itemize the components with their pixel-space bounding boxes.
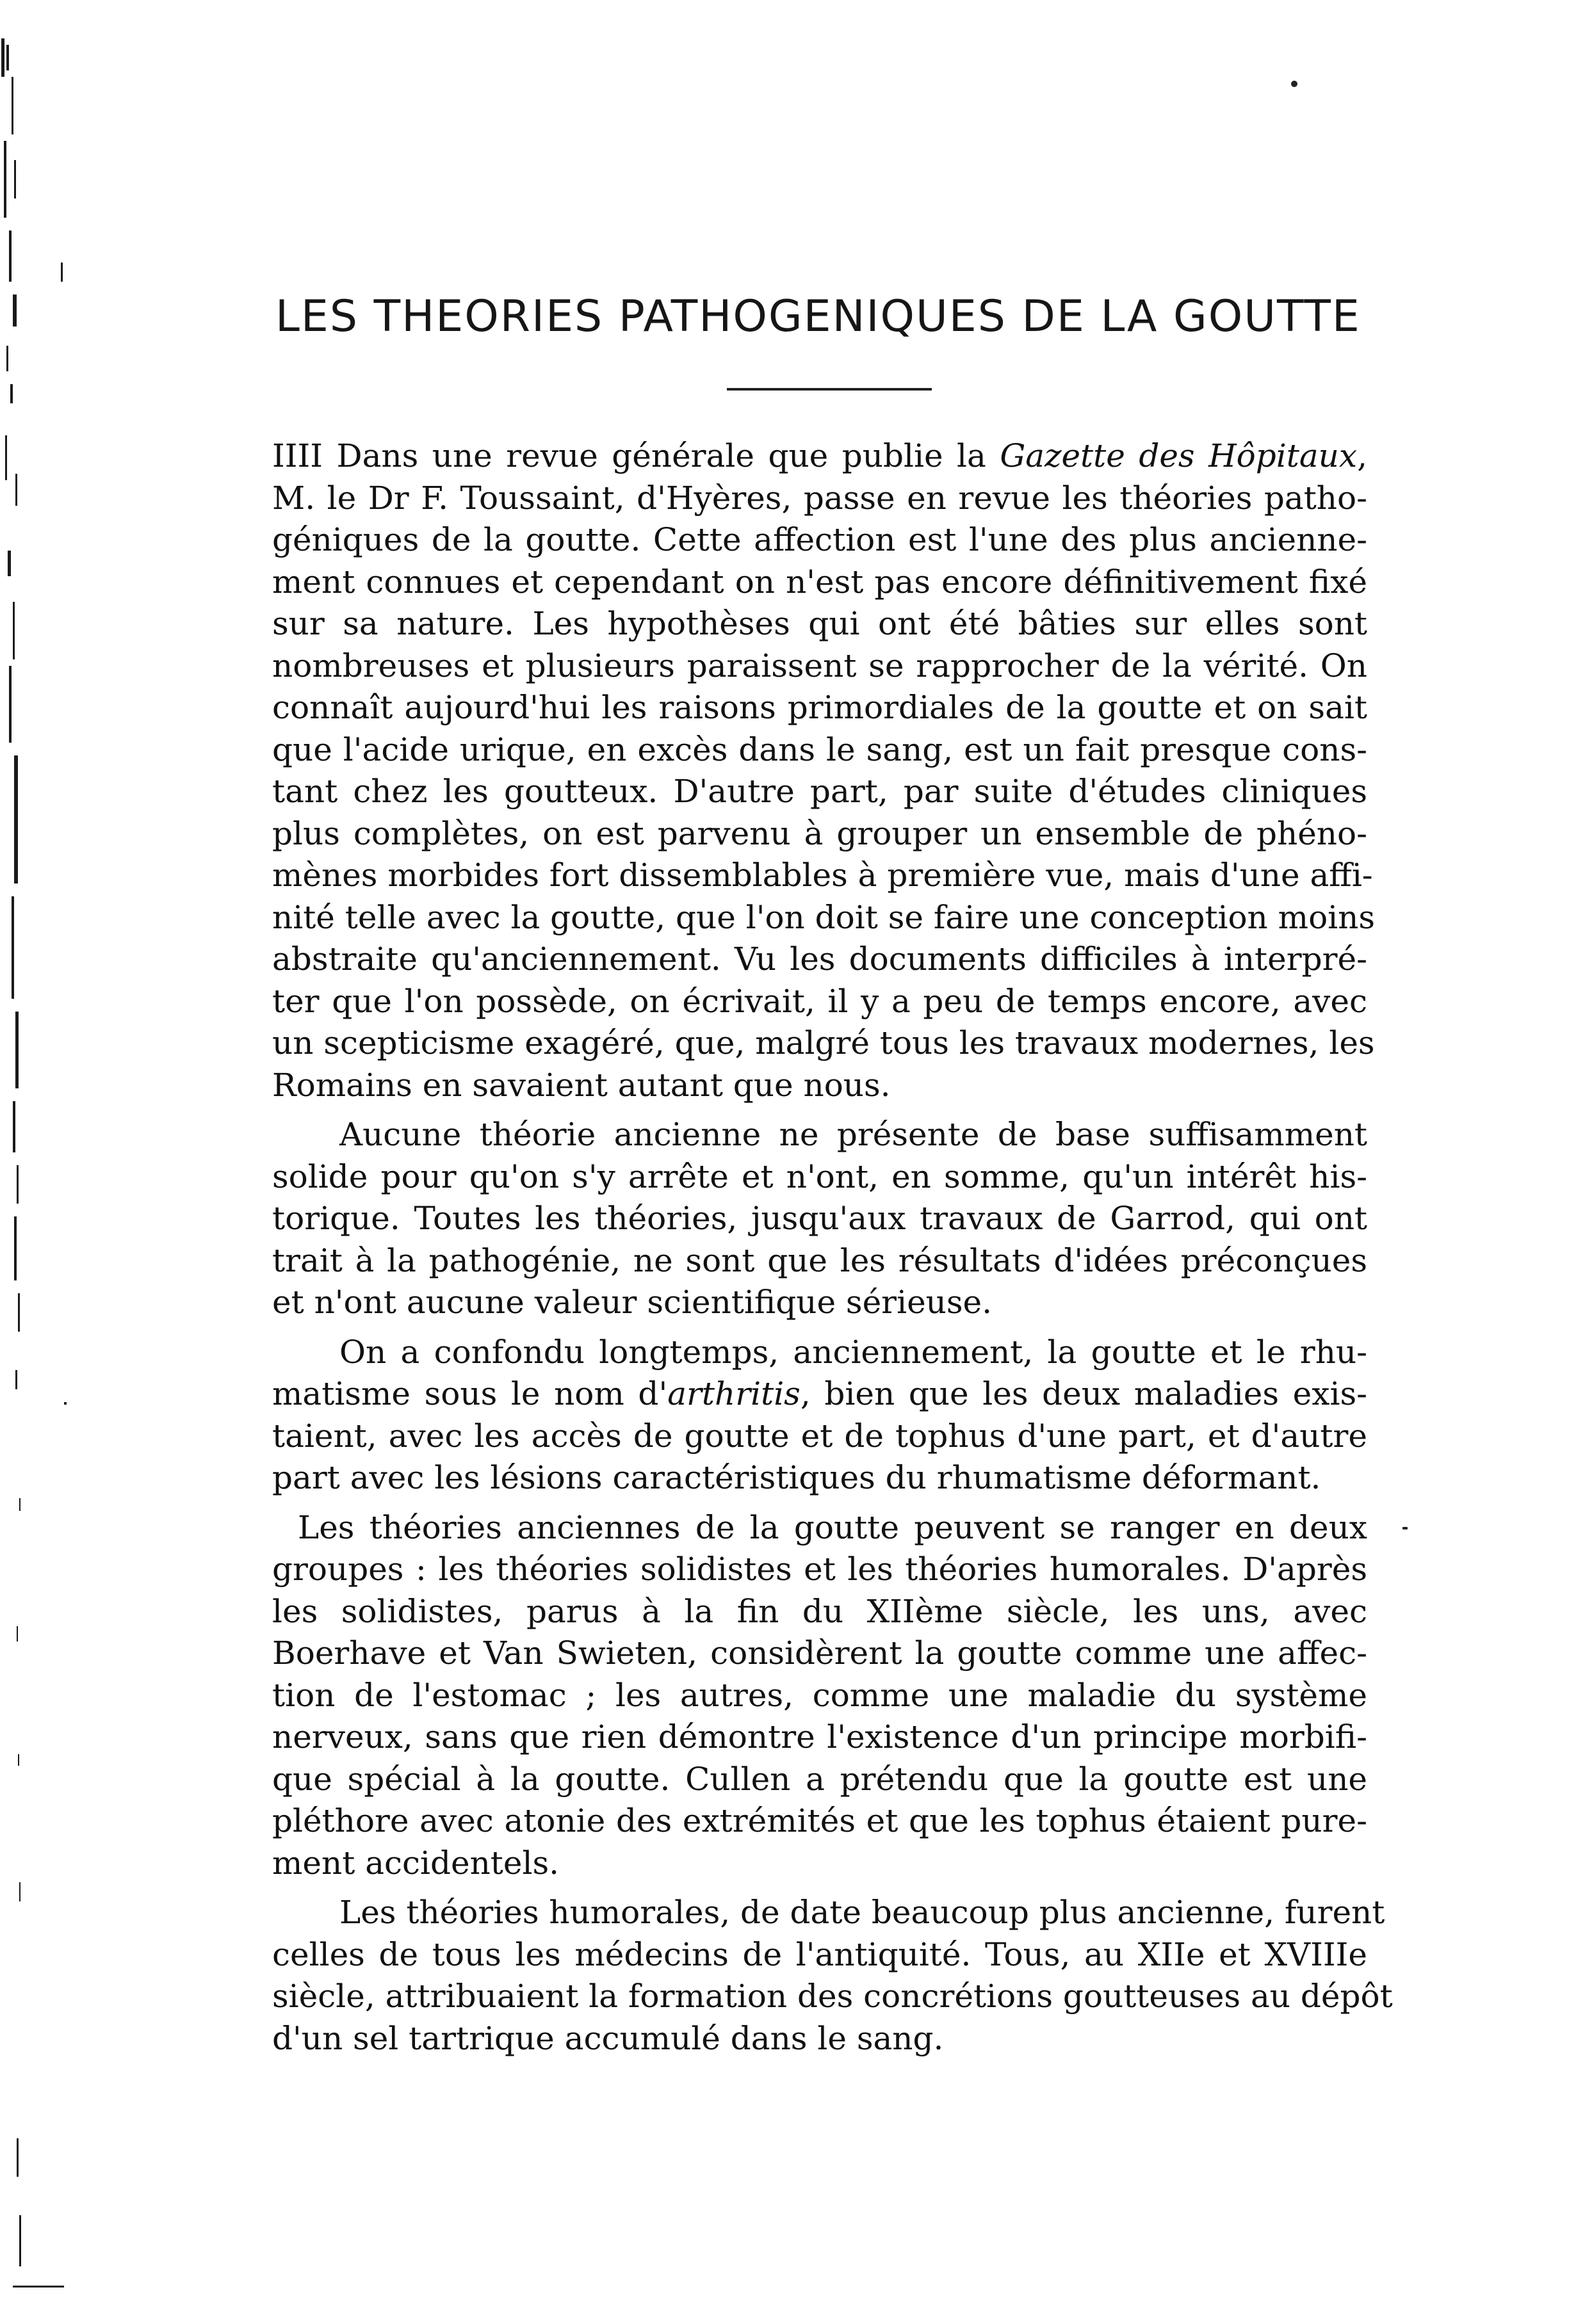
text-line: trait à la pathogénie, ne sont que les résultats d'idées préconçues — [272, 1241, 1367, 1279]
text-line: M. le Dr F. Toussaint, d'Hyères, passe en revue les théories patho- — [272, 479, 1367, 517]
text-line: matisme sous le nom d'arthritis, bien que les deux maladies exis- — [272, 1375, 1368, 1412]
page-title: LES THEORIES PATHOGENIQUES DE LA GOUTTE — [275, 291, 1361, 342]
paragraph — [272, 1892, 1393, 2060]
text-line: que spécial à la goutte. Cullen a prétendu que la goutte est une — [272, 1760, 1367, 1798]
text-line: solide pour qu'on s'y arrête et n'ont, en somme, qu'un intérêt his- — [272, 1158, 1367, 1195]
text-line: les solidistes, parus à la fin du XIIème siècle, les uns, avec — [272, 1592, 1367, 1630]
text-line: Les théories humorales, de date beaucoup plus ancienne, furent — [339, 1894, 1385, 1931]
text-line: connaît aujourd'hui les raisons primordiales de la goutte et on sait — [272, 689, 1367, 726]
text-line: pléthore avec atonie des extrémités et que les tophus étaient pure- — [272, 1802, 1367, 1839]
text-line: part avec les lésions caractéristiques du rhumatisme déformant. — [272, 1459, 1321, 1496]
text-line: Aucune théorie ancienne ne présente de base suffisamment — [339, 1116, 1367, 1153]
text-line: Boerhave et Van Swieten, considèrent la goutte comme une affec- — [272, 1634, 1367, 1672]
paragraph — [272, 435, 1376, 1106]
text-line: géniques de la goutte. Cette affection est l'une des plus ancienne- — [272, 521, 1367, 558]
text-line: sur sa nature. Les hypothèses qui ont été bâties sur elles sont — [272, 605, 1367, 642]
text-line: Les théories anciennes de la goutte peuvent se ranger en deux — [298, 1508, 1367, 1546]
text-line: tant chez les goutteux. D'autre part, par suite d'études cliniques — [272, 773, 1367, 810]
paragraph — [272, 1507, 1367, 1885]
text-line: On a confondu longtemps, anciennement, la goutte et le rhu- — [339, 1333, 1367, 1371]
text-line: plus complètes, on est parvenu à grouper un ensemble de phéno- — [272, 814, 1367, 852]
scan-edge-noise — [0, 26, 83, 2318]
text-line: abstraite qu'anciennement. Vu les documents difficiles à interpré- — [272, 940, 1367, 978]
text-line: et n'ont aucune valeur scientifique sérieuse. — [272, 1284, 992, 1321]
text-line: Romains en savaient autant que nous. — [272, 1066, 891, 1104]
text-line: groupes : les théories solidistes et les théories humorales. D'après — [272, 1551, 1367, 1588]
text-line: ment accidentels. — [272, 1844, 560, 1882]
stray-dot — [1402, 1527, 1408, 1529]
text-line: d'un sel tartrique accumulé dans le sang. — [272, 2019, 944, 2057]
text-line: ter que l'on possède, on écrivait, il y a peu de temps encore, avec — [272, 982, 1367, 1020]
text-line: celles de tous les médecins de l'antiquité. Tous, au XIIe et XVIIIe — [272, 1935, 1367, 1973]
text-line: que l'acide urique, en excès dans le sang, est un fait presque cons- — [272, 730, 1367, 768]
text-line: tion de l'estomac ; les autres, comme une maladie du système — [272, 1676, 1367, 1714]
text-line: ment connues et cependant on n'est pas encore définitivement fixé — [272, 563, 1367, 601]
text-line: taient, avec les accès de goutte et de tophus d'une part, et d'autre — [272, 1417, 1367, 1455]
text-line: nombreuses et plusieurs paraissent se rapprocher de la vérité. On — [272, 647, 1367, 684]
text-line: nité telle avec la goutte, que l'on doit se faire une conception moins — [272, 898, 1376, 936]
stray-dot — [1291, 81, 1297, 87]
article-body — [272, 435, 1393, 2060]
text-line: un scepticisme exagéré, que, malgré tous les travaux modernes, les — [272, 1024, 1375, 1061]
text-line: mènes morbides fort dissemblables à première vue, mais d'une affi- — [272, 857, 1373, 894]
paragraph — [272, 1114, 1367, 1324]
text-line: siècle, attribuaient la formation des concrétions goutteuses au dépôt — [272, 1978, 1393, 2015]
title-divider — [727, 388, 932, 391]
text-line: nerveux, sans que rien démontre l'existence d'un principe morbifi- — [272, 1718, 1367, 1755]
text-line: IIII Dans une revue générale que publie la Gazette des Hôpitaux, — [272, 437, 1367, 474]
text-line: torique. Toutes les théories, jusqu'aux travaux de Garrod, qui ont — [272, 1200, 1367, 1237]
paragraph — [272, 1332, 1367, 1499]
